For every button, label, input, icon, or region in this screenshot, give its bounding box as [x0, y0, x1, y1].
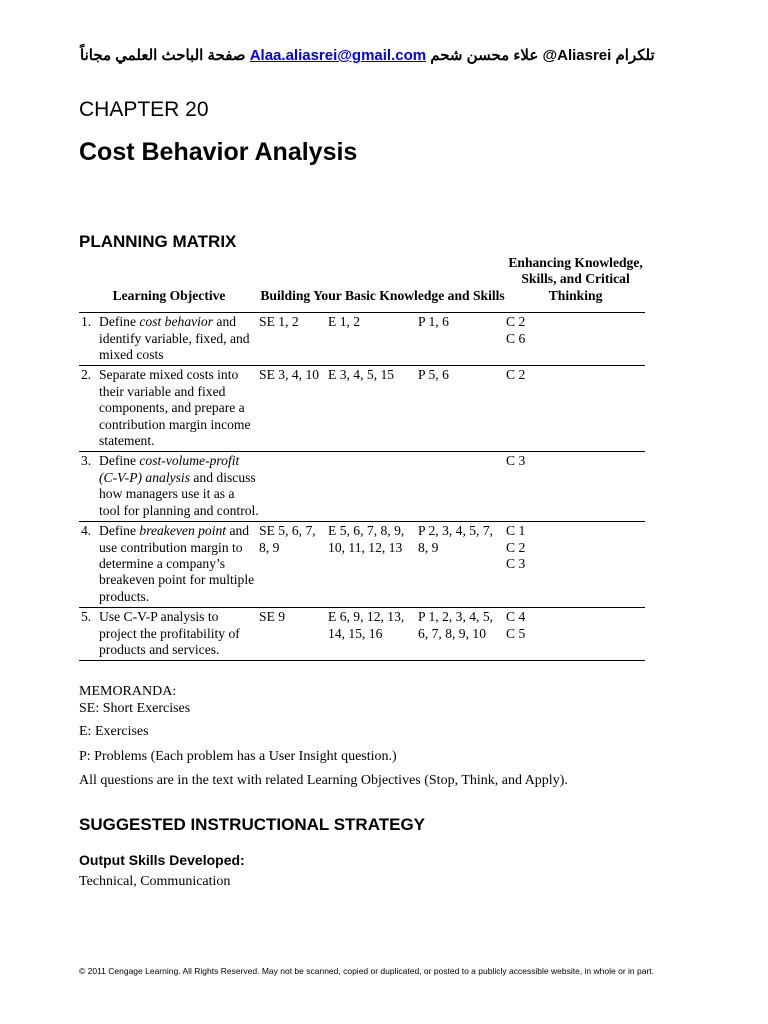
learning-objective-text — [99, 452, 259, 522]
exercises-cell: E 1, 2 — [328, 314, 361, 330]
objective-text-part: Use C-V-P analysis to project the profitability of products and services. — [99, 609, 240, 657]
cases-cell: C 2 C 6 — [506, 314, 526, 346]
problems-cell: P 5, 6 — [418, 367, 449, 383]
problems-cell: P 1, 2, 3, 4, 5, 6, 7, 8, 9, 10 — [418, 609, 494, 641]
exercises-cell: E 5, 6, 7, 8, 9, 10, 11, 12, 13 — [328, 523, 405, 555]
objective-number: 1. — [81, 314, 92, 330]
learning-objective-text — [99, 313, 259, 366]
problems-cell — [418, 452, 506, 522]
objective-text-part: Define — [99, 453, 140, 469]
table-row — [79, 522, 645, 608]
cases-cell: C 3 — [506, 453, 526, 469]
copyright-footer: © 2011 Cengage Learning. All Rights Reserved. May not be scanned, copied or duplicated, or posted to a publicly accessible website, in whole or in part. — [79, 966, 654, 976]
page-header — [80, 46, 658, 64]
cases-cell: C 4 C 5 — [506, 609, 526, 641]
problems-cell: P 2, 3, 4, 5, 7, 8, 9 — [418, 523, 494, 555]
learning-objective-text — [99, 366, 259, 452]
strategy-heading: SUGGESTED INSTRUCTIONAL STRATEGY — [79, 815, 426, 834]
objective-key-term: cost-volume-profit (C-V-P) analysis — [99, 453, 240, 485]
exercises-cell: E 6, 9, 12, 13, 14, 15, 16 — [328, 609, 405, 641]
short-exercises-cell — [259, 452, 328, 522]
strategy-skills: Technical, Communication — [79, 874, 231, 889]
memoranda-se: SE: Short Exercises — [79, 701, 191, 716]
chapter-label: CHAPTER 20 — [79, 98, 209, 121]
page-title: Cost Behavior Analysis — [79, 138, 358, 166]
objective-text-part: Define — [99, 523, 140, 539]
objective-number: 5. — [81, 609, 92, 625]
exercises-cell — [328, 452, 418, 522]
table-row — [79, 452, 645, 522]
planning-matrix-table — [79, 255, 645, 661]
col-header-learning-objective: Learning Objective — [112, 287, 226, 303]
memoranda-e: E: Exercises — [79, 724, 149, 739]
cases-cell: C 1 C 2 C 3 — [506, 523, 526, 571]
header-page-label: صفحة الباحث العلمي مجاناً — [80, 47, 246, 64]
objective-text-part: and discuss how managers use it as a tool for planning and control. — [99, 469, 259, 518]
memoranda-heading: MEMORANDA: — [79, 684, 177, 699]
objective-text-part: Define — [99, 314, 140, 330]
planning-matrix-heading: PLANNING MATRIX — [79, 232, 237, 251]
table-row — [79, 313, 645, 366]
problems-cell: P 1, 6 — [418, 314, 449, 330]
objective-text-part: and use contribution margin to determine a company’s breakeven point for multiple products. — [99, 523, 255, 604]
header-email-link[interactable]: Alaa.aliasrei@gmail.com — [249, 47, 427, 64]
col-header-building: Building Your Basic Knowledge and Skills — [260, 287, 505, 303]
exercises-cell: E 3, 4, 5, 15 — [328, 367, 395, 383]
learning-objective-text — [99, 522, 259, 608]
memoranda-p: P: Problems (Each problem has a User Insight question.) — [79, 749, 397, 764]
objective-key-term: breakeven point — [139, 523, 227, 539]
objective-number: 3. — [81, 453, 92, 469]
objective-number: 4. — [81, 523, 92, 539]
cases-cell: C 2 — [506, 367, 526, 383]
table-row — [79, 608, 645, 661]
header-author-name: علاء محسن شحم — [430, 47, 539, 64]
col-header-enhancing: Enhancing Knowledge, Skills, and Critical Thinking — [508, 255, 643, 303]
short-exercises-cell: SE 9 — [259, 609, 286, 625]
short-exercises-cell: SE 1, 2 — [259, 314, 299, 330]
objective-key-term: cost behavior — [139, 314, 214, 330]
objective-text-part: Separate mixed costs into their variable and fixed components, and prepare a contribution margin income statement. — [99, 367, 251, 449]
strategy-subheading: Output Skills Developed: — [79, 852, 245, 868]
table-header-row — [79, 255, 645, 313]
memoranda-all: All questions are in the text with related Learning Objectives (Stop, Think, and Apply). — [79, 773, 568, 788]
short-exercises-cell: SE 3, 4, 10 — [259, 367, 320, 383]
objective-number: 2. — [81, 367, 92, 383]
learning-objective-text — [99, 608, 259, 661]
header-handle: @Aliasrei — [542, 47, 612, 64]
objective-text-part: and identify variable, fixed, and mixed costs — [99, 314, 250, 363]
short-exercises-cell: SE 5, 6, 7, 8, 9 — [259, 523, 316, 555]
header-telegram-label: تلكرام — [615, 47, 655, 64]
table-row — [79, 366, 645, 452]
